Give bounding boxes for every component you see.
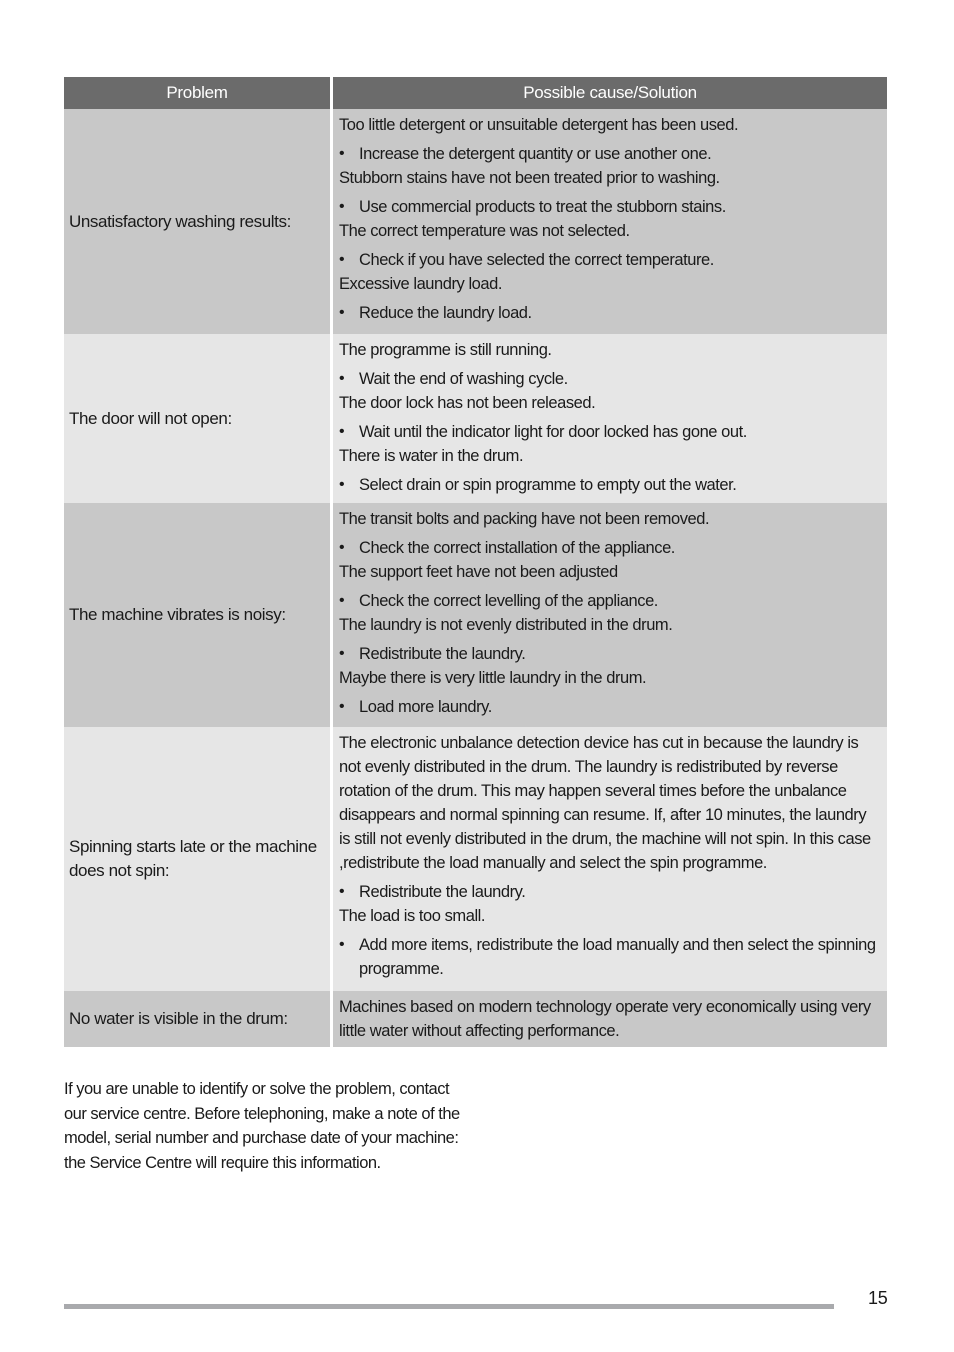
cause-text: There is water in the drum. [339, 447, 524, 465]
remedy-text: Redistribute the laundry. [359, 883, 526, 901]
remedy-item [339, 195, 879, 219]
bullet-icon: • [339, 883, 345, 900]
bullet-icon: • [339, 251, 345, 268]
remedy-item [339, 642, 879, 666]
remedy-item [339, 536, 879, 560]
remedy-item [339, 301, 879, 325]
cause-text: Excessive laundry load. [339, 275, 502, 293]
remedy-text: Wait until the indicator light for door locked has gone out. [359, 423, 747, 441]
troubleshooting-table [64, 77, 887, 1047]
problem-cell [64, 334, 330, 503]
problem-label: Unsatisfactory washing results: [69, 211, 291, 231]
remedy-item [339, 880, 879, 904]
remedy-text: Select drain or spin programme to empty out the water. [359, 476, 737, 494]
bullet-icon: • [339, 304, 345, 321]
remedy-text: Increase the detergent quantity or use another one. [359, 145, 712, 163]
problem-label: No water is visible in the drum: [69, 1009, 288, 1028]
problem-label: Spinning starts late or the machine does not spin: [69, 837, 317, 880]
remedy-item [339, 420, 879, 444]
cause-text: The support feet have not been adjusted [339, 563, 618, 581]
solution-cell [333, 727, 887, 991]
cause-text: Machines based on modern technology operate very economically using very little water without affecting performance. [339, 998, 871, 1040]
problem-label: The machine vibrates is noisy: [69, 605, 286, 624]
cause-text: The electronic unbalance detection device has cut in because the laundry is not evenly distributed in the drum. The laundry is redistributed by reverse rotation of the drum. This may happen several times before the unbalance disappears and normal spinning can resume. If, after 10 minutes, the laundry is still not evenly distributed in the drum, the machine will not spin. In this case ,redistribute the load manually and select the spin programme. [339, 734, 871, 872]
problem-cell [64, 727, 330, 991]
remedy-item [339, 589, 879, 613]
cause-text: The load is too small. [339, 907, 486, 925]
page-number: 15 [868, 1288, 888, 1308]
remedy-text: Wait the end of washing cycle. [359, 370, 568, 388]
bullet-icon: • [339, 698, 345, 715]
problem-cell [64, 109, 330, 334]
remedy-item [339, 142, 879, 166]
solution-cell [333, 109, 887, 334]
problem-label: The door will not open: [69, 408, 232, 428]
remedy-text: Redistribute the laundry. [359, 645, 526, 663]
service-centre-note: If you are unable to identify or solve the problem, contact our service centre. Before telephoning, make a note of the model, serial number and purchase date of your machine: the Service Centre will require this information. [64, 1080, 460, 1172]
problem-cell [64, 503, 330, 727]
cause-text: Too little detergent or unsuitable detergent has been used. [339, 116, 739, 134]
footer-rule [64, 1304, 834, 1309]
solution-cell [333, 334, 887, 503]
bullet-icon: • [339, 645, 345, 662]
bullet-icon: • [339, 370, 345, 387]
remedy-text: Check the correct levelling of the appliance. [359, 592, 658, 610]
cause-text: Stubborn stains have not been treated prior to washing. [339, 169, 720, 187]
remedy-text: Add more items, redistribute the load manually and then select the spinning programme. [359, 936, 876, 978]
cause-text: The laundry is not evenly distributed in the drum. [339, 616, 673, 634]
remedy-text: Load more laundry. [359, 698, 492, 716]
cause-text: The door lock has not been released. [339, 394, 596, 412]
remedy-item [339, 933, 879, 981]
solution-cell [333, 503, 887, 727]
solution-cell [333, 991, 887, 1047]
bullet-icon: • [339, 423, 345, 440]
column-header-problem: Problem [64, 77, 330, 109]
bullet-icon: • [339, 936, 345, 953]
remedy-text: Use commercial products to treat the stubborn stains. [359, 198, 726, 216]
remedy-text: Reduce the laundry load. [359, 304, 532, 322]
bullet-icon: • [339, 198, 345, 215]
remedy-item [339, 367, 879, 391]
bullet-icon: • [339, 476, 345, 493]
bullet-icon: • [339, 145, 345, 162]
remedy-text: Check if you have selected the correct temperature. [359, 251, 714, 269]
remedy-item [339, 248, 879, 272]
cause-text: The transit bolts and packing have not been removed. [339, 510, 710, 528]
bullet-icon: • [339, 539, 345, 556]
cause-text: The programme is still running. [339, 341, 552, 359]
cause-text: The correct temperature was not selected. [339, 222, 630, 240]
remedy-text: Check the correct installation of the appliance. [359, 539, 675, 557]
remedy-item [339, 473, 879, 497]
problem-cell [64, 991, 330, 1047]
remedy-item [339, 695, 879, 719]
bullet-icon: • [339, 592, 345, 609]
cause-text: Maybe there is very little laundry in the drum. [339, 669, 647, 687]
column-header-solution: Possible cause/Solution [333, 77, 887, 109]
